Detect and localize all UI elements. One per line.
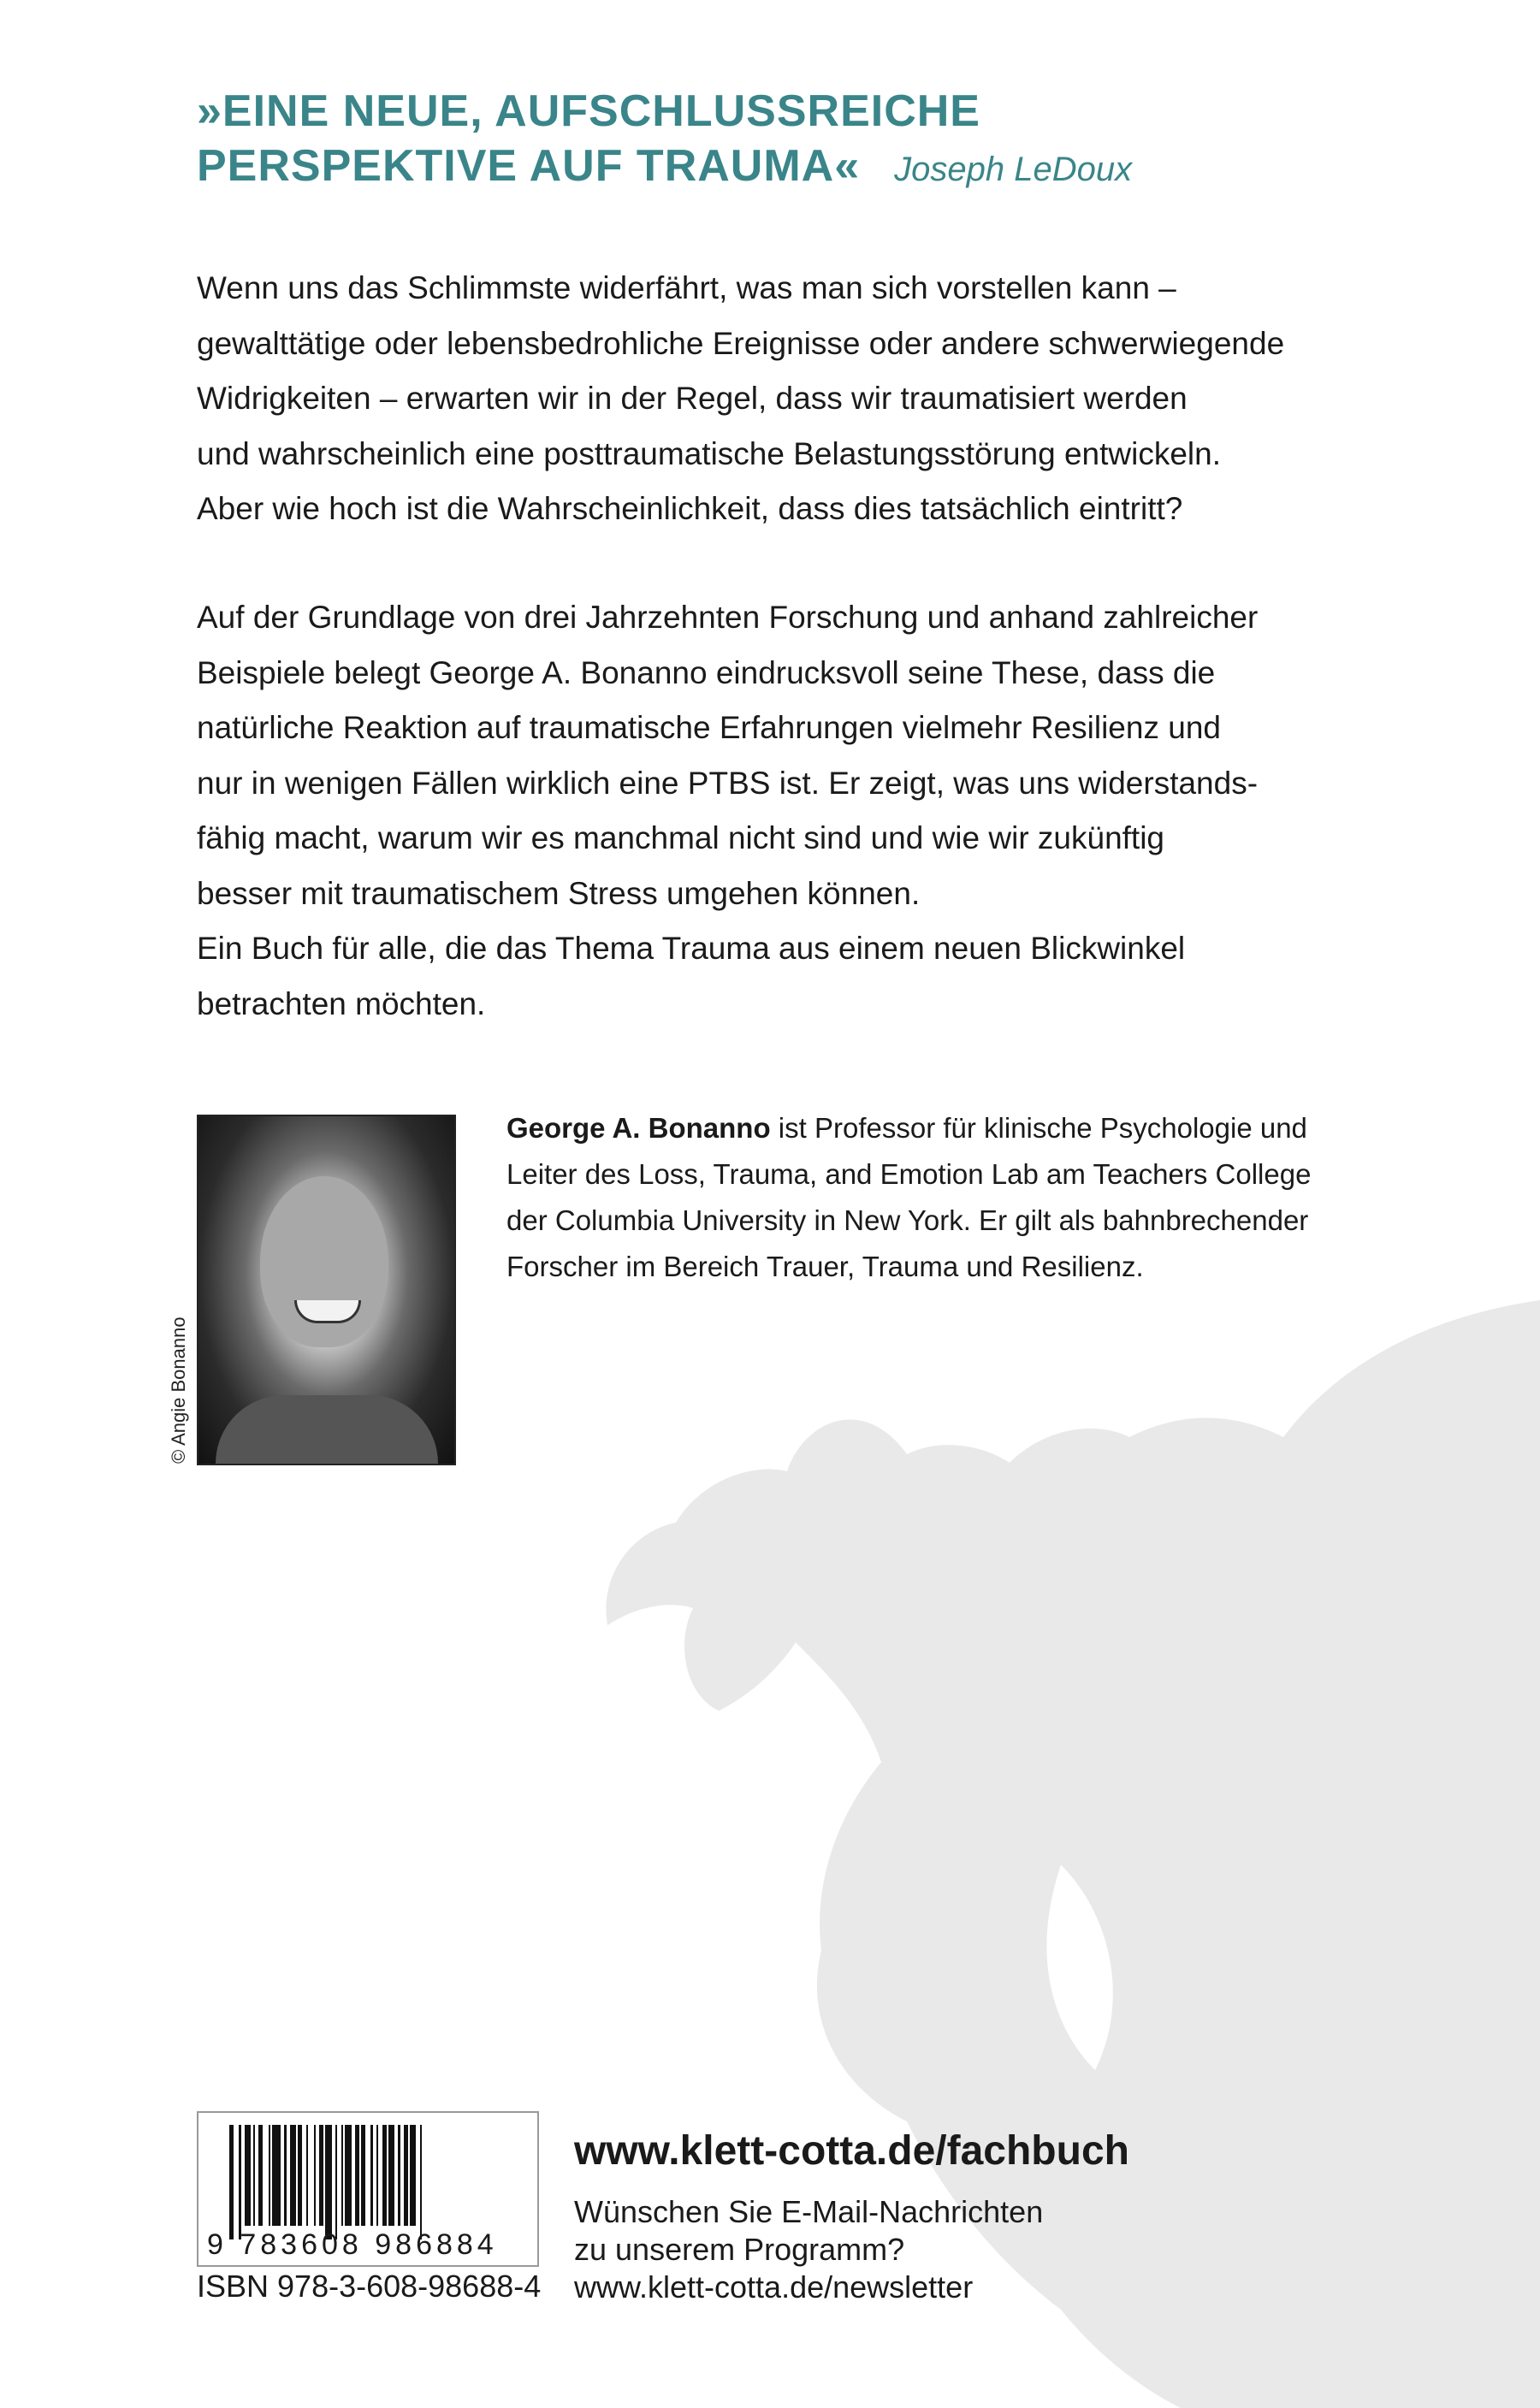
barcode-bar: [422, 2125, 425, 2239]
barcode-bar: [308, 2125, 314, 2226]
bio-text: Leiter des Loss, Trauma, and Emotion Lab am Teachers College: [506, 1158, 1312, 1190]
publisher-url[interactable]: www.klett-cotta.de/fachbuch: [574, 2128, 1129, 2174]
photo-credit: © Angie Bonanno: [168, 1316, 189, 1464]
newsletter-text: Wünschen Sie E-Mail-Nachrichten: [574, 2194, 1044, 2229]
quote-line-2: PERSPEKTIVE AUF TRAUMA«: [197, 141, 861, 191]
text-line: Auf der Grundlage von drei Jahrzehnten Forschung und anhand zahlreicher: [197, 600, 1259, 635]
text-line: gewalttätige oder lebensbedrohliche Ereignisse oder andere schwerwiegende: [197, 325, 1285, 361]
author-bio: [506, 1105, 1311, 1290]
text-line: Ein Buch für alle, die das Thema Trauma aus einem neuen Blickwinkel: [197, 931, 1186, 966]
text-line: und wahrscheinlich eine posttraumatische Belastungsstörung entwickeln.: [197, 435, 1222, 471]
text-line: betrachten möchten.: [197, 985, 486, 1021]
newsletter-url[interactable]: www.klett-cotta.de/newsletter: [574, 2269, 974, 2304]
text-line: fähig macht, warum wir es manchmal nicht sind und wie wir zukünftig: [197, 820, 1165, 855]
author-photo: [197, 1115, 456, 1465]
barcode-bar: [245, 2125, 251, 2226]
barcode-digits: 9 783608 986884: [207, 2228, 498, 2261]
text-line: Beispiele belegt George A. Bonanno eindrucksvoll seine These, dass die: [197, 654, 1216, 690]
barcode-bar: [234, 2125, 240, 2239]
text-line: Wenn uns das Schlimmste widerfährt, was man sich vorstellen kann –: [197, 270, 1176, 305]
blurb-paragraph-2: [197, 590, 1258, 1032]
newsletter-info: [574, 2193, 1043, 2306]
barcode-bar: [290, 2125, 296, 2226]
text-line: Widrigkeiten – erwarten wir in der Regel, dass wir traumatisiert werden: [197, 381, 1188, 416]
barcode-bars: [229, 2125, 512, 2234]
barcode-bar: [410, 2125, 416, 2226]
barcode-bar: [365, 2125, 371, 2226]
blurb-paragraph-1: [197, 261, 1284, 537]
newsletter-text: zu unserem Programm?: [574, 2232, 905, 2267]
author-name: George A. Bonanno: [506, 1112, 771, 1144]
barcode-bar: [325, 2125, 331, 2239]
bio-text: der Columbia University in New York. Er gilt als bahnbrechender: [506, 1204, 1309, 1236]
text-line: Aber wie hoch ist die Wahrscheinlichkeit, dass dies tatsächlich eintritt?: [197, 491, 1183, 526]
quote-heading: [197, 84, 1132, 197]
bio-text: Forscher im Bereich Trauer, Trauma und Resilienz.: [506, 1251, 1144, 1282]
text-line: besser mit traumatischem Stress umgehen können.: [197, 875, 921, 911]
bio-text: ist Professor für klinische Psychologie und: [770, 1112, 1307, 1144]
text-line: natürliche Reaktion auf traumatische Erfahrungen vielmehr Resilienz und: [197, 710, 1221, 745]
isbn: ISBN 978-3-608-98688-4: [197, 2269, 542, 2304]
quote-attribution: Joseph LeDoux: [894, 151, 1133, 188]
barcode: [197, 2111, 539, 2267]
barcode-bar: [263, 2125, 269, 2226]
quote-line-1: »EINE NEUE, AUFSCHLUSSREICHE: [197, 86, 980, 136]
barcode-bar: [272, 2125, 281, 2226]
barcode-bar: [345, 2125, 351, 2226]
barcode-bar: [388, 2125, 394, 2226]
text-line: nur in wenigen Fällen wirklich eine PTBS ist. Er zeigt, was uns widerstands-: [197, 765, 1259, 801]
